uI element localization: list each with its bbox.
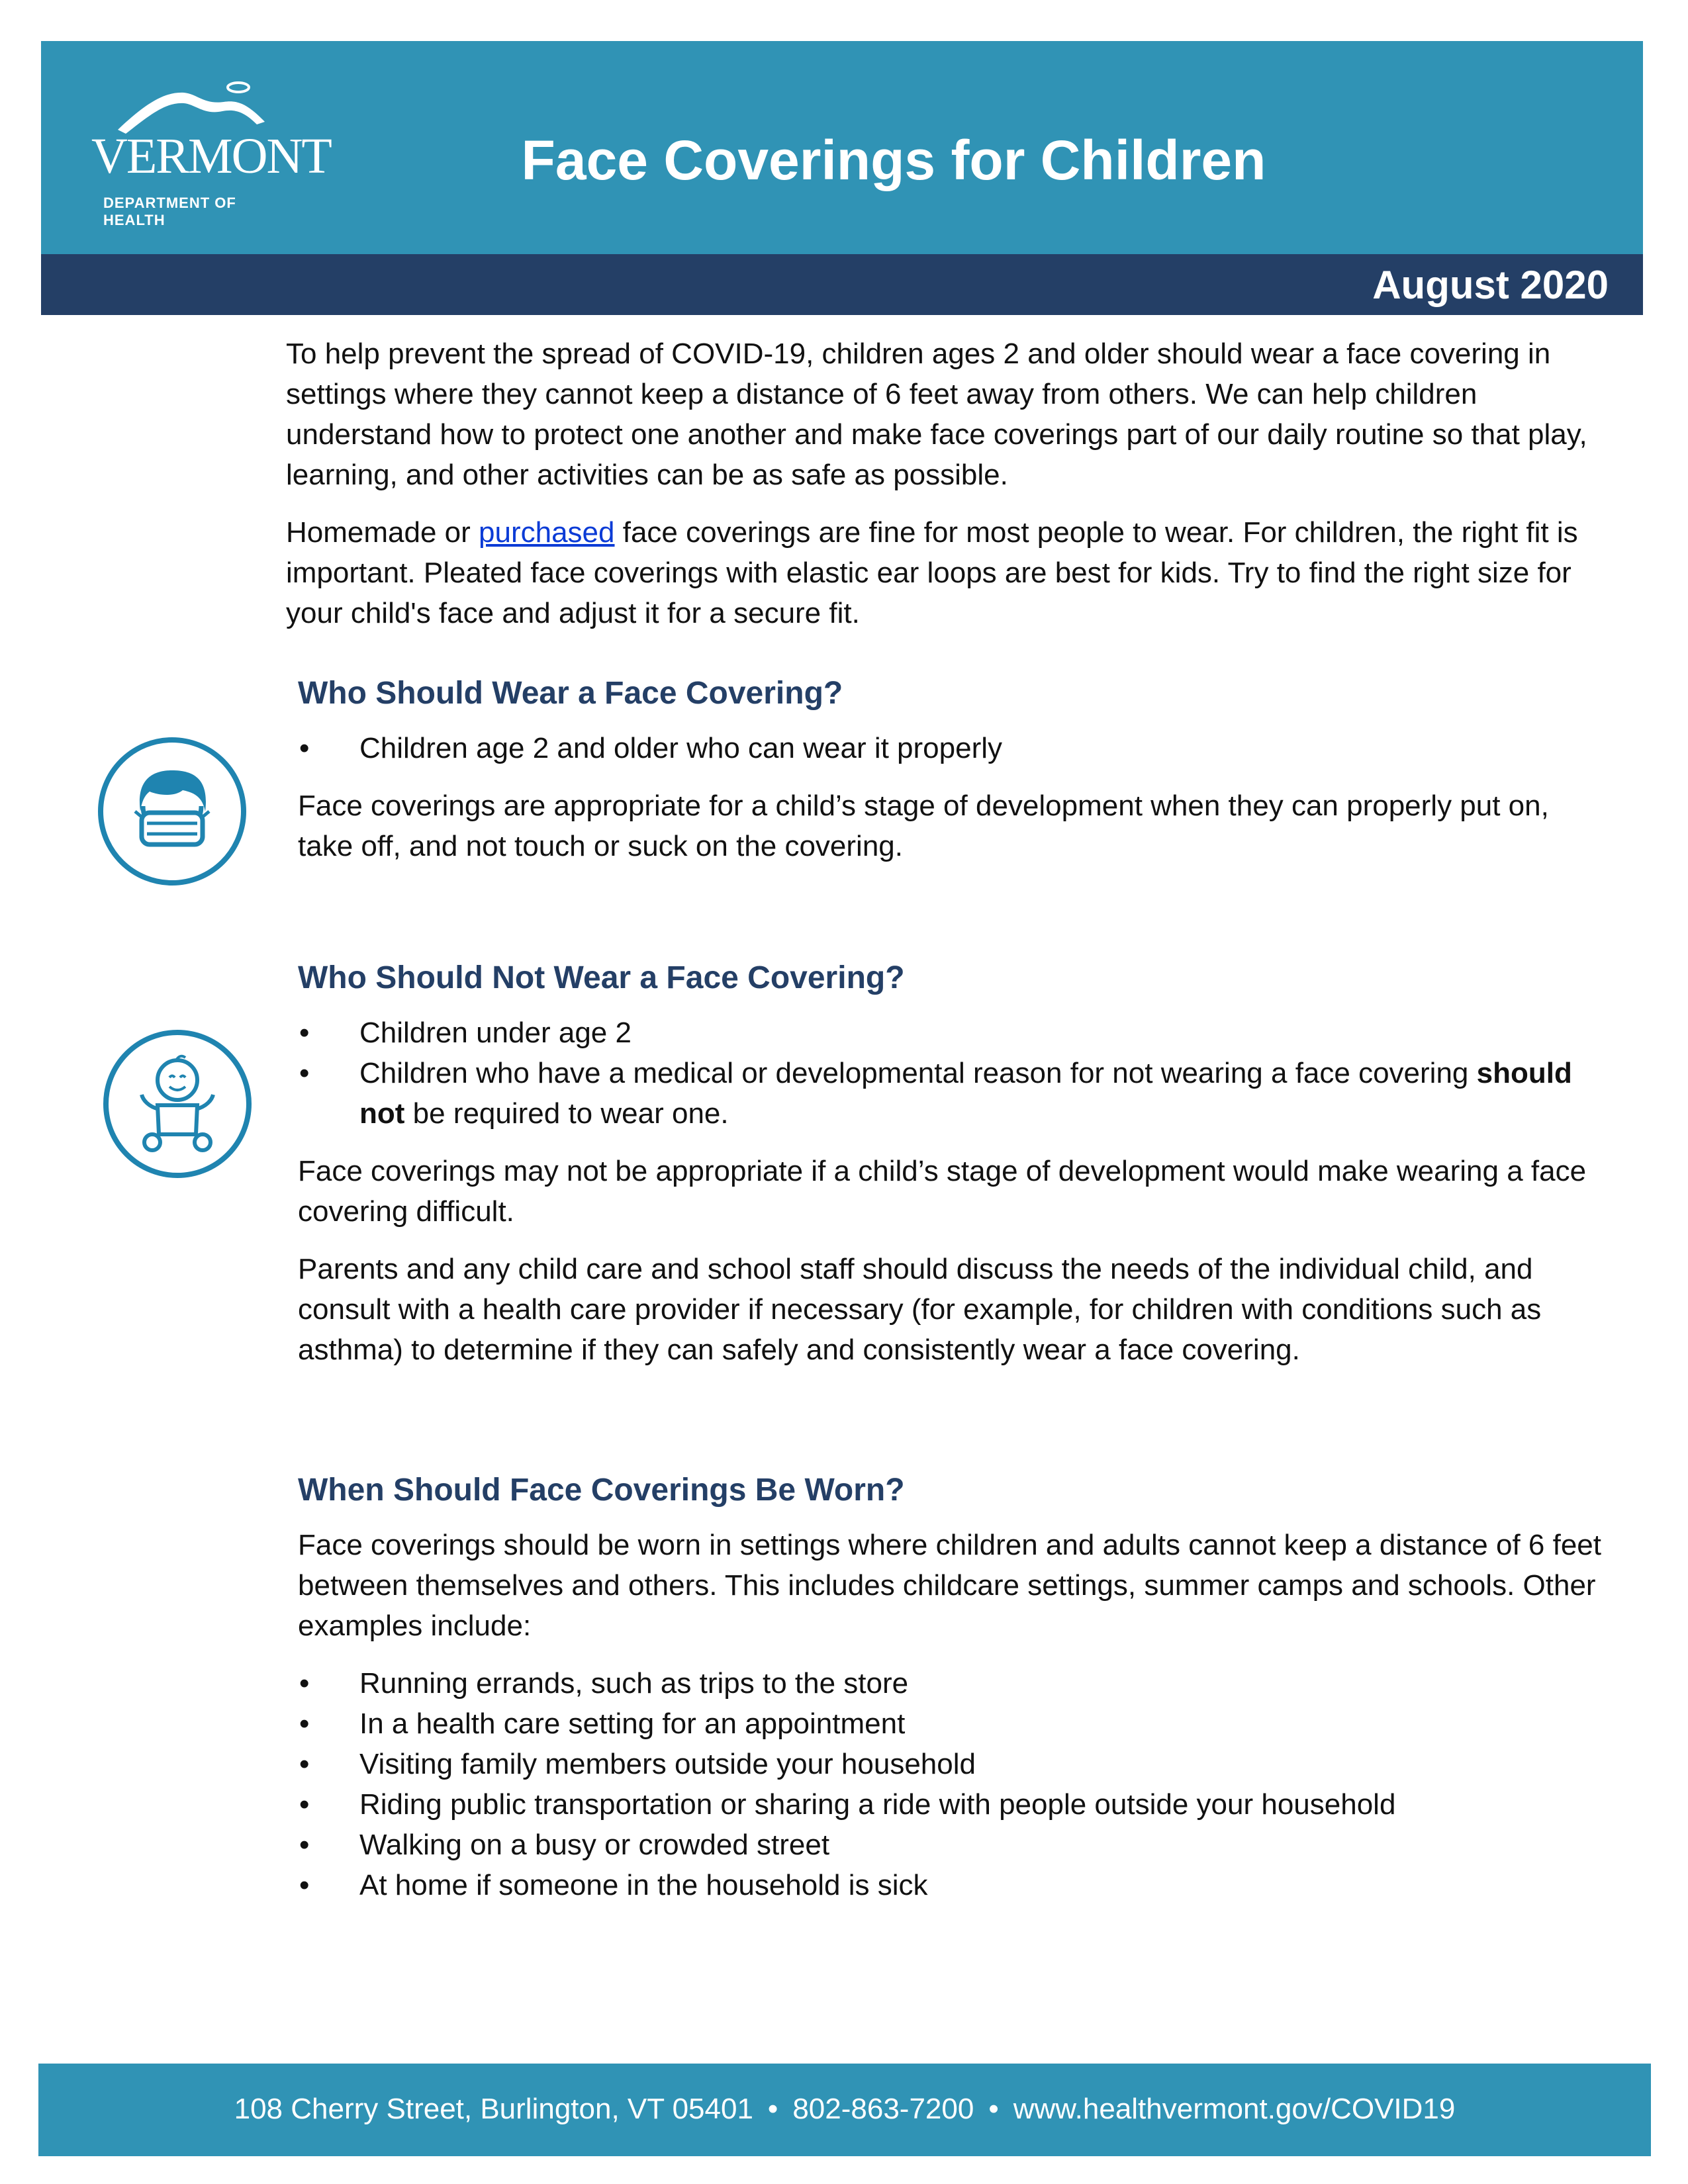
- section-heading: When Should Face Coverings Be Worn?: [298, 1473, 905, 1508]
- logo-subtitle: DEPARTMENT OF HEALTH: [103, 195, 236, 228]
- footer-phone[interactable]: 802-863-7200: [792, 2093, 974, 2125]
- list-item: • In a health care setting for an appointment: [298, 1704, 1609, 1744]
- section-paragraph: Face coverings may not be appropriate if a child’s stage of development would make wearing a face covering difficult.: [298, 1155, 1587, 1228]
- section-paragraph: Face coverings should be worn in settings where children and adults cannot keep a distance of 6 feet between themselves and others. This includes childcare settings, summer camps and schools. Other examples include:: [298, 1529, 1601, 1642]
- footer-separator: •: [767, 2093, 778, 2125]
- purchased-link[interactable]: purchased: [479, 516, 615, 549]
- footer-address: 108 Cherry Street, Burlington, VT 05401: [234, 2093, 753, 2125]
- footer-website-link[interactable]: www.healthvermont.gov/COVID19: [1013, 2093, 1456, 2125]
- when-should-be-worn-section: [298, 1471, 1609, 1923]
- list-item: • At home if someone in the household is sick: [298, 1865, 1609, 1905]
- intro-section: [286, 334, 1603, 651]
- section-heading: Who Should Not Wear a Face Covering?: [298, 960, 905, 995]
- list-item-text: be required to wear one.: [404, 1097, 729, 1130]
- logo-wordmark: VERMONT: [91, 128, 331, 184]
- section-paragraph: Face coverings are appropriate for a child’s stage of development when they can properly put on, take off, and not touch or suck on the covering.: [298, 790, 1549, 862]
- date-bar: [41, 254, 1643, 315]
- child-with-mask-icon: [98, 737, 246, 886]
- who-should-wear-section: [298, 674, 1609, 884]
- who-should-list: [298, 728, 1609, 768]
- intro-text: face coverings are fine for most people to wear. For children, the right fit is important. Pleated face coverings with elastic ear loops are best for kids. Try to find the right size for your child's face and adjust it for a secure fit.: [286, 516, 1578, 629]
- section-paragraph: Parents and any child care and school staff should discuss the needs of the individual child, and consult with a health care provider if necessary (for example, for children with conditions such as asthma) to determine if they can safely and consistently wear a face covering.: [298, 1253, 1542, 1366]
- baby-icon: [103, 1030, 252, 1178]
- emphasis-text: should not: [359, 1057, 1572, 1130]
- who-should-not-list: [298, 1013, 1609, 1134]
- list-item: • Visiting family members outside your household: [298, 1744, 1609, 1784]
- list-item: • Children age 2 and older who can wear it properly: [298, 728, 1609, 768]
- examples-list: [298, 1663, 1609, 1905]
- vermont-health-logo: [91, 78, 331, 228]
- list-item: • Running errands, such as trips to the store: [298, 1663, 1609, 1704]
- intro-paragraph-1: To help prevent the spread of COVID-19, children ages 2 and older should wear a face covering in settings where they cannot keep a distance of 6 feet away from others. We can help children understand how to protect one another and make face coverings part of our daily routine so that play, learning, and other activities can be as safe as possible.: [286, 338, 1587, 491]
- list-item: • Children under age 2: [298, 1013, 1609, 1053]
- who-should-not-wear-section: [298, 958, 1609, 1387]
- publication-date: August 2020: [1372, 263, 1609, 307]
- page-title: Face Coverings for Children: [521, 129, 1266, 191]
- footer-bar: [38, 2064, 1651, 2156]
- list-item-text: Children who have a medical or developmental reason for not wearing a face covering: [359, 1057, 1477, 1089]
- list-item: • Walking on a busy or crowded street: [298, 1825, 1609, 1865]
- list-item: [298, 1053, 1609, 1134]
- footer-contact: [38, 2093, 1651, 2126]
- intro-paragraph-2: [286, 512, 1603, 633]
- section-heading: Who Should Wear a Face Covering?: [298, 676, 843, 711]
- intro-text: Homemade or: [286, 516, 479, 549]
- footer-separator: •: [988, 2093, 999, 2125]
- list-item: • Riding public transportation or sharing a ride with people outside your household: [298, 1784, 1609, 1825]
